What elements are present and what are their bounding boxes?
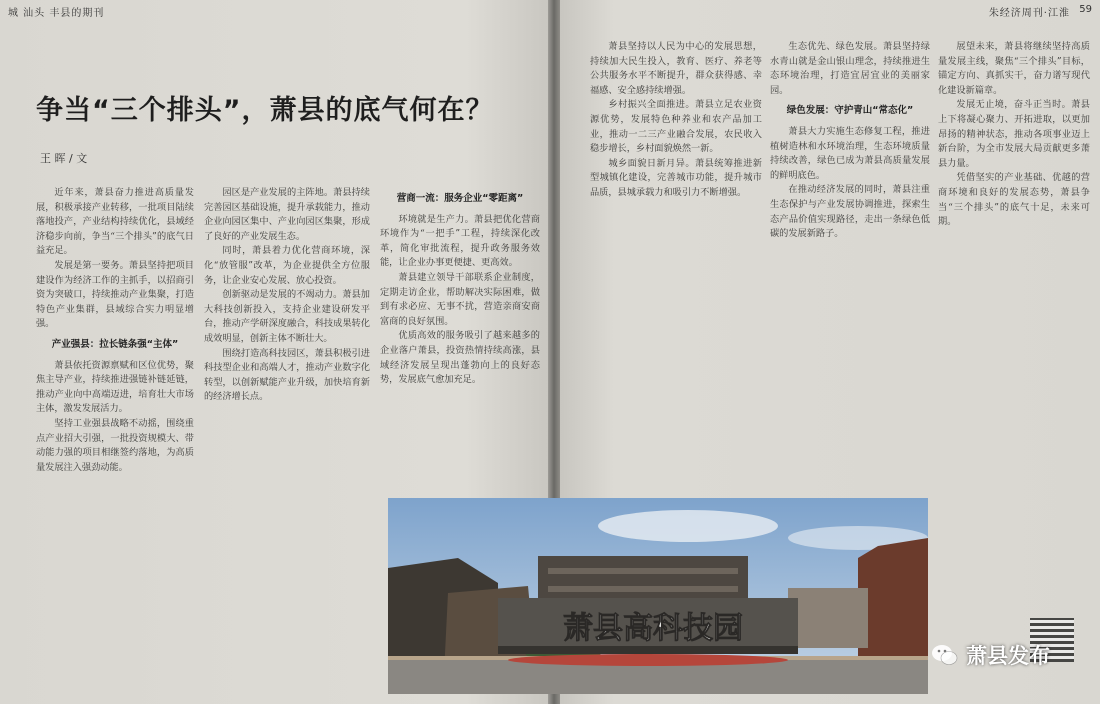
right-column-1 <box>590 40 762 490</box>
paragraph: 乡村振兴全面推进。萧县立足农业资源优势，发展特色种养业和农产品加工业，推动一二三产业融合发展，农民收入稳步增长，乡村面貌焕然一新。 <box>590 99 762 155</box>
paragraph: 凭借坚实的产业基础、优越的营商环境和良好的发展态势，萧县争当“三个排头”的底气十足，未来可期。 <box>938 172 1090 228</box>
section-subhead: 营商一流：服务企业“零距离” <box>396 193 524 204</box>
paragraph: 发展无止境，奋斗正当时。萧县上下将凝心聚力、开拓进取，以更加昂扬的精神状态，推动各项事业迈上新台阶，为全市发展大局贡献更多萧县力量。 <box>938 99 1090 169</box>
section-subhead: 绿色发展：守护青山“常态化” <box>786 105 914 117</box>
page-number: 59 <box>1079 4 1092 15</box>
left-running-head: 城 汕头 丰县的期刊 <box>8 8 105 19</box>
article-headline: 争当“三个排头”，萧县的底气何在？ <box>36 95 494 126</box>
paragraph: 发展是第一要务。萧县坚持把项目建设作为经济工作的主抓手，以招商引资为突破口，持续推动产业集聚，打造特色产业集群，县域综合实力明显增强。 <box>36 259 194 330</box>
paragraph: 围绕打造高科技园区，萧县积极引进科技型企业和高端人才，推动产业数字化转型，以创新赋能产业升级，加快培育新的经济增长点。 <box>204 347 370 403</box>
left-column-3 <box>380 186 540 494</box>
paragraph: 萧县建立领导干部联系企业制度，定期走访企业，帮助解决实际困难，做到有求必应、无事不扰，营造亲商安商富商的良好氛围。 <box>380 271 540 327</box>
paragraph: 萧县大力实施生态修复工程，推进植树造林和水环境治理，生态环境质量持续改善，绿色已成为萧县高质量发展的鲜明底色。 <box>770 125 930 181</box>
paragraph: 创新驱动是发展的不竭动力。萧县加大科技创新投入，支持企业建设研发平台，推动产学研深度融合，科技成果转化成效明显，创新主体不断壮大。 <box>204 289 370 344</box>
paragraph: 同时，萧县着力优化营商环境，深化“放管服”改革，为企业提供全方位服务，让企业安心发展、放心投资。 <box>204 245 370 286</box>
paragraph: 环境就是生产力。萧县把优化营商环境作为“一把手”工程，持续深化改革，简化审批流程，提升政务服务效能，让企业办事更便捷、更高效。 <box>380 213 540 269</box>
paragraph: 萧县坚持以人民为中心的发展思想，持续加大民生投入，教育、医疗、养老等公共服务水平不断提升，群众获得感、幸福感、安全感持续增强。 <box>590 41 762 96</box>
paragraph: 优质高效的服务吸引了越来越多的企业落户萧县，投资热情持续高涨，县域经济发展呈现出蓬勃向上的良好态势，发展底气愈加充足。 <box>380 330 540 386</box>
paragraph: 在推动经济发展的同时，萧县注重生态保护与产业发展协调推进，探索生态产品价值实现路径，走出一条绿色低碳的发展新路子。 <box>770 184 930 240</box>
tech-park-photo <box>388 498 928 694</box>
paragraph: 坚持工业强县战略不动摇，围绕重点产业招大引强，一批投资规模大、带动能力强的项目相继签约落地，为高质量发展注入强劲动能。 <box>36 417 194 473</box>
right-column-2 <box>770 40 930 490</box>
left-column-2 <box>204 186 370 698</box>
watermark <box>930 640 1050 670</box>
wechat-icon <box>930 640 960 670</box>
paragraph: 近年来，萧县奋力推进高质量发展，积极承接产业转移，一批项目陆续落地投产，产业结构持续优化，县域经济稳步向前，争当“三个排头”的底气日益充足。 <box>36 187 194 257</box>
right-column-3 <box>938 40 1090 630</box>
paragraph: 城乡面貌日新月异。萧县统筹推进新型城镇化建设，完善城市功能，提升城市品质，县城承载力和吸引力不断增强。 <box>590 157 762 198</box>
section-subhead: 产业强县：拉长链条强“主体” <box>51 338 179 350</box>
paragraph: 萧县依托资源禀赋和区位优势，聚焦主导产业，持续推进强链补链延链，推动产业向中高端迈进，培育壮大市场主体，激发发展活力。 <box>36 359 194 415</box>
paragraph: 展望未来，萧县将继续坚持高质量发展主线，聚焦“三个排头”目标，锚定方向、真抓实干，奋力谱写现代化建设新篇章。 <box>938 41 1090 96</box>
right-running-head: 朱经济周刊·江淮 <box>988 8 1070 19</box>
article-byline: 王 晖 / 文 <box>40 152 88 165</box>
paragraph: 生态优先、绿色发展。萧县坚持绿水青山就是金山银山理念，持续推进生态环境治理，打造宜居宜业的美丽家园。 <box>770 41 930 96</box>
paragraph: 园区是产业发展的主阵地。萧县持续完善园区基础设施，提升承载能力，推动企业向园区集中、产业向园区集聚，形成了良好的产业发展生态。 <box>204 187 370 242</box>
park-sign-text: 萧县高科技园 <box>563 611 743 646</box>
left-column-1 <box>36 186 194 698</box>
watermark-text: 萧县发布 <box>966 644 1050 668</box>
